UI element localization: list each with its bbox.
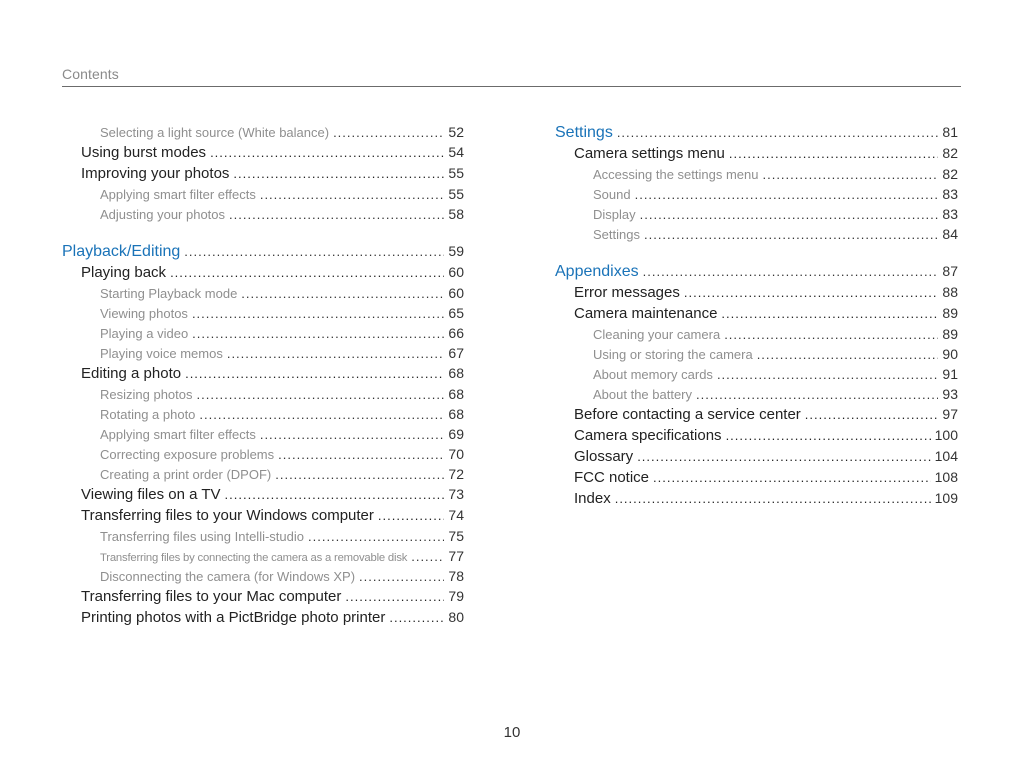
toc-subentry[interactable] <box>62 122 464 142</box>
toc-entry[interactable] <box>555 425 958 446</box>
toc-subentry[interactable] <box>62 444 464 464</box>
toc-subentry[interactable] <box>555 384 958 404</box>
toc-entry-label: Resizing photos <box>100 387 193 402</box>
toc-entry-label: Error messages <box>574 284 680 301</box>
toc-page-number: 60 <box>448 285 464 301</box>
toc-page-number: 70 <box>448 446 464 462</box>
dot-leader <box>729 143 939 164</box>
toc-entry-label: Index <box>574 490 611 507</box>
toc-page-number: 79 <box>448 588 464 604</box>
dot-leader <box>260 185 445 204</box>
toc-page-number: 55 <box>448 165 464 181</box>
dot-leader <box>275 465 444 484</box>
toc-entry-label: Playback/Editing <box>62 243 181 260</box>
toc-page-number: 66 <box>448 325 464 341</box>
dot-leader <box>192 324 444 343</box>
toc-page-number: 59 <box>448 243 464 259</box>
toc-page-number: 67 <box>448 345 464 361</box>
toc-page-number: 77 <box>448 548 464 564</box>
toc-entry-label: FCC notice <box>574 469 650 486</box>
dot-leader <box>333 123 444 142</box>
toc-page-number: 84 <box>942 226 958 242</box>
toc-page-number: 54 <box>448 144 464 160</box>
toc-subentry[interactable] <box>62 384 464 404</box>
toc-page-number: 75 <box>448 528 464 544</box>
dot-leader <box>199 405 444 424</box>
toc-page-number: 89 <box>942 305 958 321</box>
toc-page-number: 82 <box>942 145 958 161</box>
toc-entry-label: Appendixes <box>555 263 639 280</box>
toc-entry-label: Viewing files on a TV <box>81 486 221 503</box>
toc-entry-label: Improving your photos <box>81 165 230 182</box>
dot-leader <box>229 205 444 224</box>
toc-page-number: 104 <box>934 448 958 464</box>
toc-page-number: 68 <box>448 365 464 381</box>
toc-entry-label: About memory cards <box>593 367 713 382</box>
toc-page-number: 69 <box>448 426 464 442</box>
dot-leader <box>762 165 938 184</box>
toc-entry-label: Accessing the settings menu <box>593 167 759 182</box>
toc-subentry[interactable] <box>62 283 464 303</box>
toc-page-number: 93 <box>942 386 958 402</box>
toc-page-number: 100 <box>934 427 958 443</box>
toc-entry-label: Disconnecting the camera (for Windows XP) <box>100 569 356 584</box>
toc-left-column <box>62 122 464 628</box>
toc-entry[interactable] <box>62 607 464 628</box>
dot-leader <box>640 205 939 224</box>
dot-leader <box>805 404 939 425</box>
toc-entry-label: Cleaning your camera <box>593 327 721 342</box>
toc-page-number: 80 <box>448 609 464 625</box>
toc-section-heading[interactable] <box>555 122 958 143</box>
toc-entry[interactable] <box>62 484 464 505</box>
toc-page-number: 82 <box>942 166 958 182</box>
toc-entry[interactable] <box>555 303 958 324</box>
dot-leader <box>684 282 939 303</box>
toc-subentry[interactable] <box>555 164 958 184</box>
toc-subentry[interactable] <box>62 323 464 343</box>
dot-leader <box>185 363 444 384</box>
toc-subentry[interactable] <box>62 343 464 363</box>
toc-subentry[interactable] <box>62 184 464 204</box>
section-gap <box>62 224 464 241</box>
toc-entry-label: Display <box>593 207 636 222</box>
dot-leader <box>345 586 444 607</box>
toc-entry[interactable] <box>555 143 958 164</box>
dot-leader <box>643 261 939 282</box>
toc-page-number: 83 <box>942 186 958 202</box>
dot-leader <box>726 425 931 446</box>
dot-leader <box>644 225 938 244</box>
dot-leader <box>653 467 931 488</box>
toc-entry-label: Rotating a photo <box>100 407 196 422</box>
toc-entry-label: Selecting a light source (White balance) <box>100 125 330 140</box>
toc-entry-label: Transferring files by connecting the camera as a removable disk <box>100 552 408 564</box>
toc-entry-label: Adjusting your photos <box>100 207 226 222</box>
toc-entry[interactable] <box>62 505 464 526</box>
toc-entry-label: Transferring files to your Windows computer <box>81 507 374 524</box>
toc-subentry[interactable] <box>62 424 464 444</box>
dot-leader <box>241 284 444 303</box>
toc-page-number: 52 <box>448 124 464 140</box>
toc-page-number: 78 <box>448 568 464 584</box>
toc-page-number: 89 <box>942 326 958 342</box>
toc-entry-label: Sound <box>593 187 631 202</box>
toc-entry-label: Before contacting a service center <box>574 406 801 423</box>
toc-entry-label: Viewing photos <box>100 306 188 321</box>
dot-leader <box>260 425 445 444</box>
toc-entry-label: Playing back <box>81 264 167 281</box>
toc-page-number: 108 <box>934 469 958 485</box>
toc-entry[interactable] <box>62 586 464 607</box>
toc-subentry[interactable] <box>62 464 464 484</box>
toc-subentry[interactable] <box>62 566 464 586</box>
toc-subentry[interactable] <box>555 224 958 244</box>
toc-page-number: 74 <box>448 507 464 523</box>
toc-page-number: 81 <box>942 124 958 140</box>
toc-entry[interactable] <box>555 488 958 509</box>
toc-entry-label: Playing a video <box>100 326 189 341</box>
toc-entry[interactable] <box>62 262 464 283</box>
toc-subentry[interactable] <box>62 546 464 566</box>
toc-entry-label: Creating a print order (DPOF) <box>100 467 272 482</box>
toc-subentry[interactable] <box>555 344 958 364</box>
toc-entry[interactable] <box>555 446 958 467</box>
dot-leader <box>227 344 445 363</box>
dot-leader <box>757 345 939 364</box>
toc-entry[interactable] <box>62 142 464 163</box>
dot-leader <box>378 505 445 526</box>
toc-page-number: 109 <box>934 490 958 506</box>
dot-leader <box>278 445 444 464</box>
toc-entry-label: Printing photos with a PictBridge photo printer <box>81 609 386 626</box>
toc-page-number: 91 <box>942 366 958 382</box>
dot-leader <box>192 304 444 323</box>
dot-leader <box>637 446 930 467</box>
toc-page-number: 83 <box>942 206 958 222</box>
toc-subentry[interactable] <box>555 324 958 344</box>
dot-leader <box>359 567 444 586</box>
dot-leader <box>389 607 444 628</box>
toc-entry-label: Settings <box>555 124 613 141</box>
toc-entry-label: About the battery <box>593 387 693 402</box>
toc-entry-label: Camera maintenance <box>574 305 718 322</box>
header-title: Contents <box>62 66 119 82</box>
toc-subentry[interactable] <box>62 404 464 424</box>
dot-leader <box>615 488 931 509</box>
toc-page-number: 73 <box>448 486 464 502</box>
dot-leader <box>170 262 444 283</box>
toc-subentry[interactable] <box>62 204 464 224</box>
toc-entry[interactable] <box>555 467 958 488</box>
toc-entry-label: Applying smart filter effects <box>100 427 256 442</box>
toc-page-number: 55 <box>448 186 464 202</box>
toc-entry-label: Using burst modes <box>81 144 207 161</box>
toc-subentry[interactable] <box>555 204 958 224</box>
page-header <box>62 66 961 87</box>
toc-page-number: 58 <box>448 206 464 222</box>
toc-page-number: 60 <box>448 264 464 280</box>
dot-leader <box>411 547 444 566</box>
dot-leader <box>721 303 938 324</box>
toc-section-heading[interactable] <box>62 241 464 262</box>
toc-right-column <box>555 122 958 509</box>
page-number: 10 <box>503 724 521 741</box>
toc-entry[interactable] <box>62 363 464 384</box>
toc-page-number: 72 <box>448 466 464 482</box>
toc-entry-label: Camera settings menu <box>574 145 725 162</box>
dot-leader <box>635 185 939 204</box>
toc-entry-label: Transferring files to your Mac computer <box>81 588 342 605</box>
toc-entry-label: Applying smart filter effects <box>100 187 256 202</box>
toc-subentry[interactable] <box>62 303 464 323</box>
dot-leader <box>210 142 444 163</box>
toc-page-number: 97 <box>942 406 958 422</box>
dot-leader <box>233 163 444 184</box>
toc-page-number: 65 <box>448 305 464 321</box>
dot-leader <box>197 385 445 404</box>
section-gap <box>555 244 958 261</box>
toc-entry-label: Using or storing the camera <box>593 347 753 362</box>
toc-entry-label: Glossary <box>574 448 634 465</box>
toc-entry-label: Transferring files using Intelli-studio <box>100 529 304 544</box>
toc-page-number: 90 <box>942 346 958 362</box>
toc-page-number: 87 <box>942 263 958 279</box>
toc-entry-label: Camera specifications <box>574 427 722 444</box>
toc-page-number: 68 <box>448 386 464 402</box>
toc-page-number: 88 <box>942 284 958 300</box>
toc-subentry[interactable] <box>555 364 958 384</box>
toc-entry-label: Settings <box>593 227 640 242</box>
toc-entry-label: Starting Playback mode <box>100 286 238 301</box>
toc-entry[interactable] <box>62 163 464 184</box>
toc-subentry[interactable] <box>555 184 958 204</box>
toc-entry-label: Editing a photo <box>81 365 182 382</box>
toc-section-heading[interactable] <box>555 261 958 282</box>
toc-entry-label: Playing voice memos <box>100 346 223 361</box>
toc-entry[interactable] <box>555 404 958 425</box>
dot-leader <box>617 122 939 143</box>
dot-leader <box>696 385 938 404</box>
toc-page-number: 68 <box>448 406 464 422</box>
dot-leader <box>225 484 445 505</box>
dot-leader <box>308 527 444 546</box>
dot-leader <box>184 241 444 262</box>
toc-subentry[interactable] <box>62 526 464 546</box>
toc-entry[interactable] <box>555 282 958 303</box>
dot-leader <box>717 365 938 384</box>
toc-entry-label: Correcting exposure problems <box>100 447 275 462</box>
dot-leader <box>724 325 938 344</box>
